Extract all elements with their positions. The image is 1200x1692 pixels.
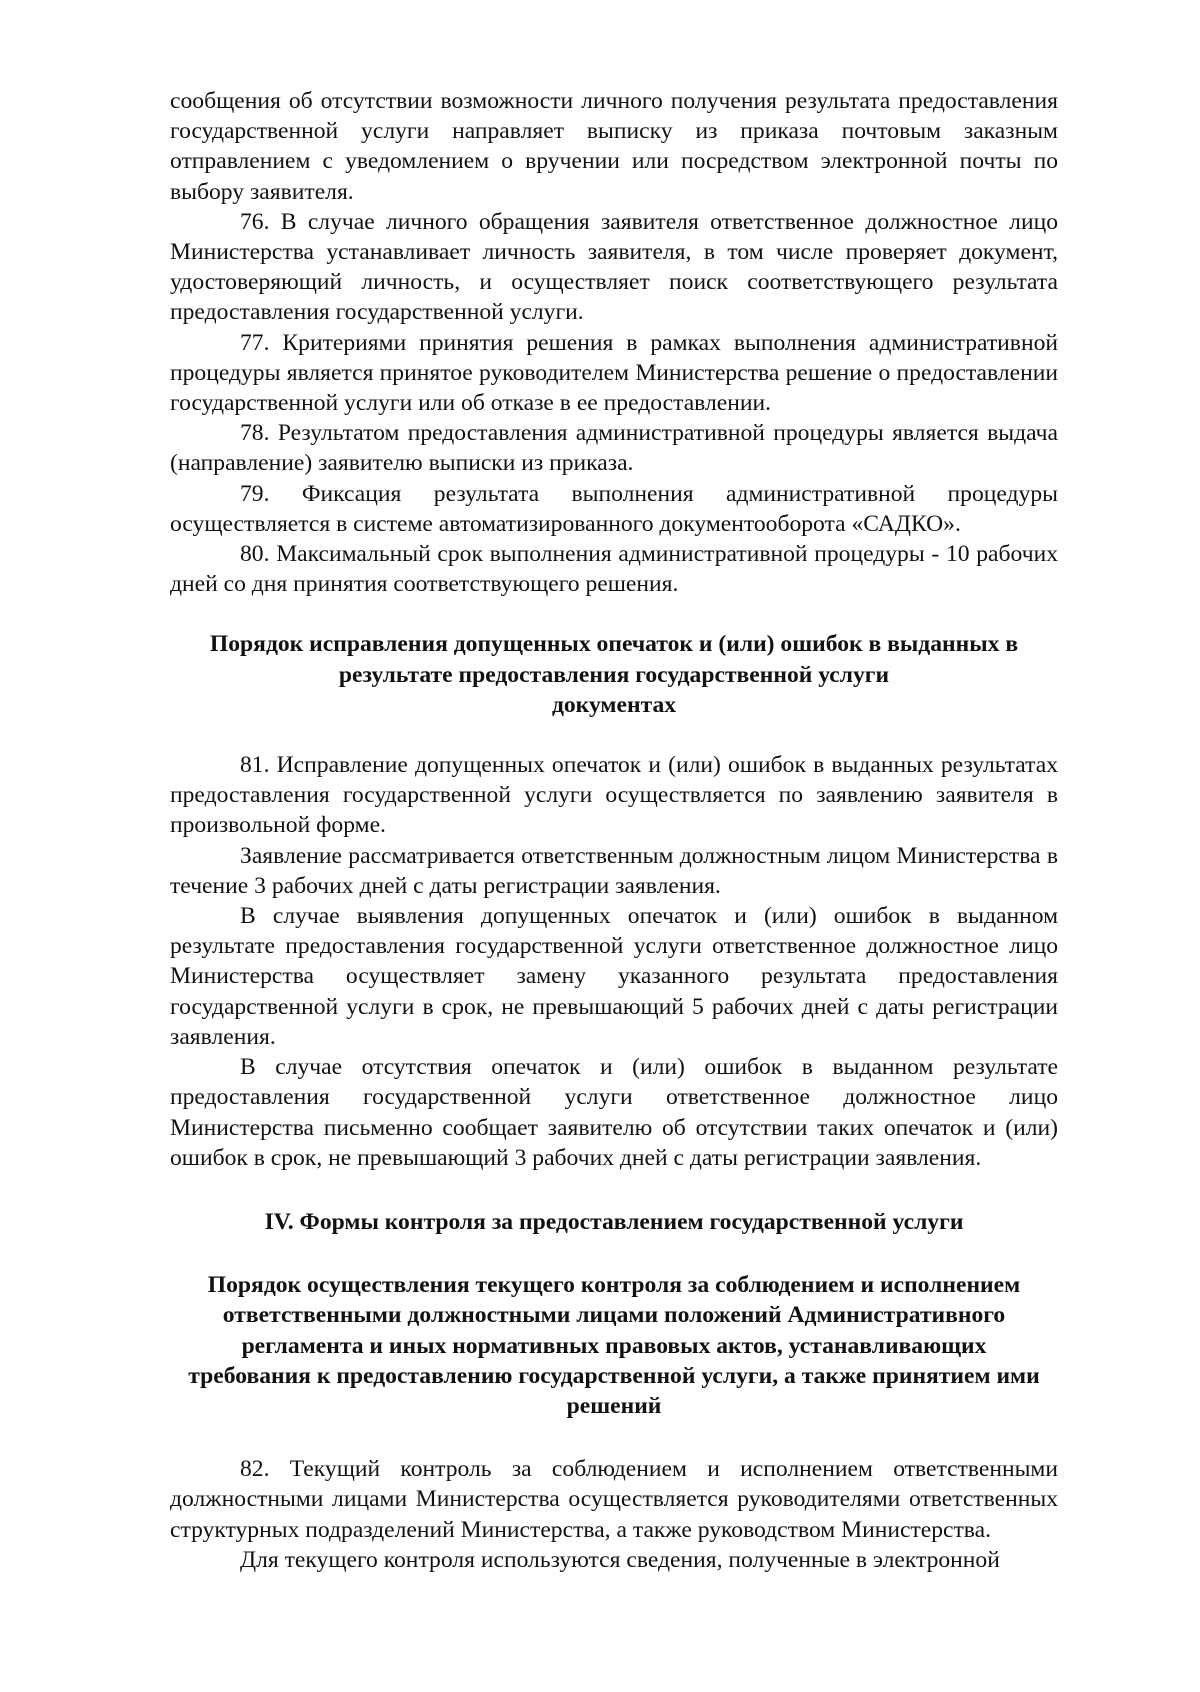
paragraph-errors-found: В случае выявления допущенных опечаток и (или) ошибок в выданном результате предоставления государственной услуги ответственное должностное лицо Министерства осуществляет замену указанного результата предоставления государственной услуги в срок, не превышающий 5 рабочих дней с даты регистрации заявления. [170, 903, 1058, 1050]
paragraph-continuation: сообщения об отсутствии возможности личного получения результата предоставления государственной услуги направляет выписку из приказа почтовым заказным отправлением с уведомлением о вручении или посредством электронной почты по выбору заявителя. [170, 88, 1058, 205]
paragraph-79: 79. Фиксация результата выполнения административной процедуры осуществляется в системе автоматизированного документооборота «САДКО». [170, 480, 1058, 537]
heading-control-line-5: решений [566, 1392, 662, 1419]
heading-control-line-3: регламента и иных нормативных правовых актов, устанавливающих [241, 1332, 987, 1359]
paragraph-76: 76. В случае личного обращения заявителя ответственное должностное лицо Министерства устанавливает личность заявителя, в том числе проверяет документ, удостоверяющий личность, и осуществляет поиск соответствующего результата предоставления государственной услуги. [170, 208, 1058, 326]
paragraph-80: 80. Максимальный срок выполнения административной процедуры - 10 рабочих дней со дня принятия соответствующего решения. [170, 541, 1058, 598]
paragraph-81: 81. Исправление допущенных опечаток и (или) ошибок в выданных результатах предоставления государственной услуги осуществляется по заявлению заявителя в произвольной форме. [170, 752, 1058, 839]
heading-control-line-4: требования к предоставлению государственной услуги, а также принятием ими [188, 1362, 1040, 1389]
paragraph-review: Заявление рассматривается ответственным должностным лицом Министерства в течение 3 рабочих дней с даты регистрации заявления. [170, 842, 1058, 899]
heading-section-iv: IV. Формы контроля за предоставлением государственной услуги [264, 1208, 964, 1235]
heading-current-control [170, 1270, 1058, 1421]
paragraph-77: 77. Критериями принятия решения в рамках выполнения административной процедуры является принятое руководителем Министерства решение о предоставлении государственной услуги или об отказе в ее предоставлении. [170, 329, 1058, 417]
control-section [170, 1454, 1058, 1575]
heading-corrections [170, 629, 1058, 720]
heading-control-line-1: Порядок осуществления текущего контроля за соблюдением и исполнением [207, 1272, 1021, 1299]
paragraph-errors-absent: В случае отсутствия опечаток и (или) ошибок в выданном результате предоставления государственной услуги ответственное должностное лицо Министерства письменно сообщает заявителю об отсутствии таких опечаток и (или) ошибок в срок, не превышающий 3 рабочих дней с даты регистрации заявления. [170, 1054, 1058, 1171]
paragraph-78: 78. Результатом предоставления административной процедуры является выдача (направление) заявителю выписки из приказа. [170, 420, 1058, 477]
heading-control-line-2: ответственными должностными лицами положений Административного [222, 1302, 1006, 1329]
paragraph-current-control-data: Для текущего контроля используются сведения, полученные в электронной [240, 1546, 1000, 1573]
corrections-section [170, 750, 1058, 1173]
heading-corrections-line-2: результате предоставления государственной услуги [338, 661, 890, 688]
paragraph-82: 82. Текущий контроль за соблюдением и исполнением ответственными должностными лицами Министерства осуществляется руководителями ответственных структурных подразделений Министерства, а также руководством Министерства. [170, 1456, 1058, 1543]
heading-corrections-line-1: Порядок исправления допущенных опечаток и (или) ошибок в выданных в [209, 631, 1019, 658]
heading-corrections-line-3: документах [551, 691, 677, 718]
